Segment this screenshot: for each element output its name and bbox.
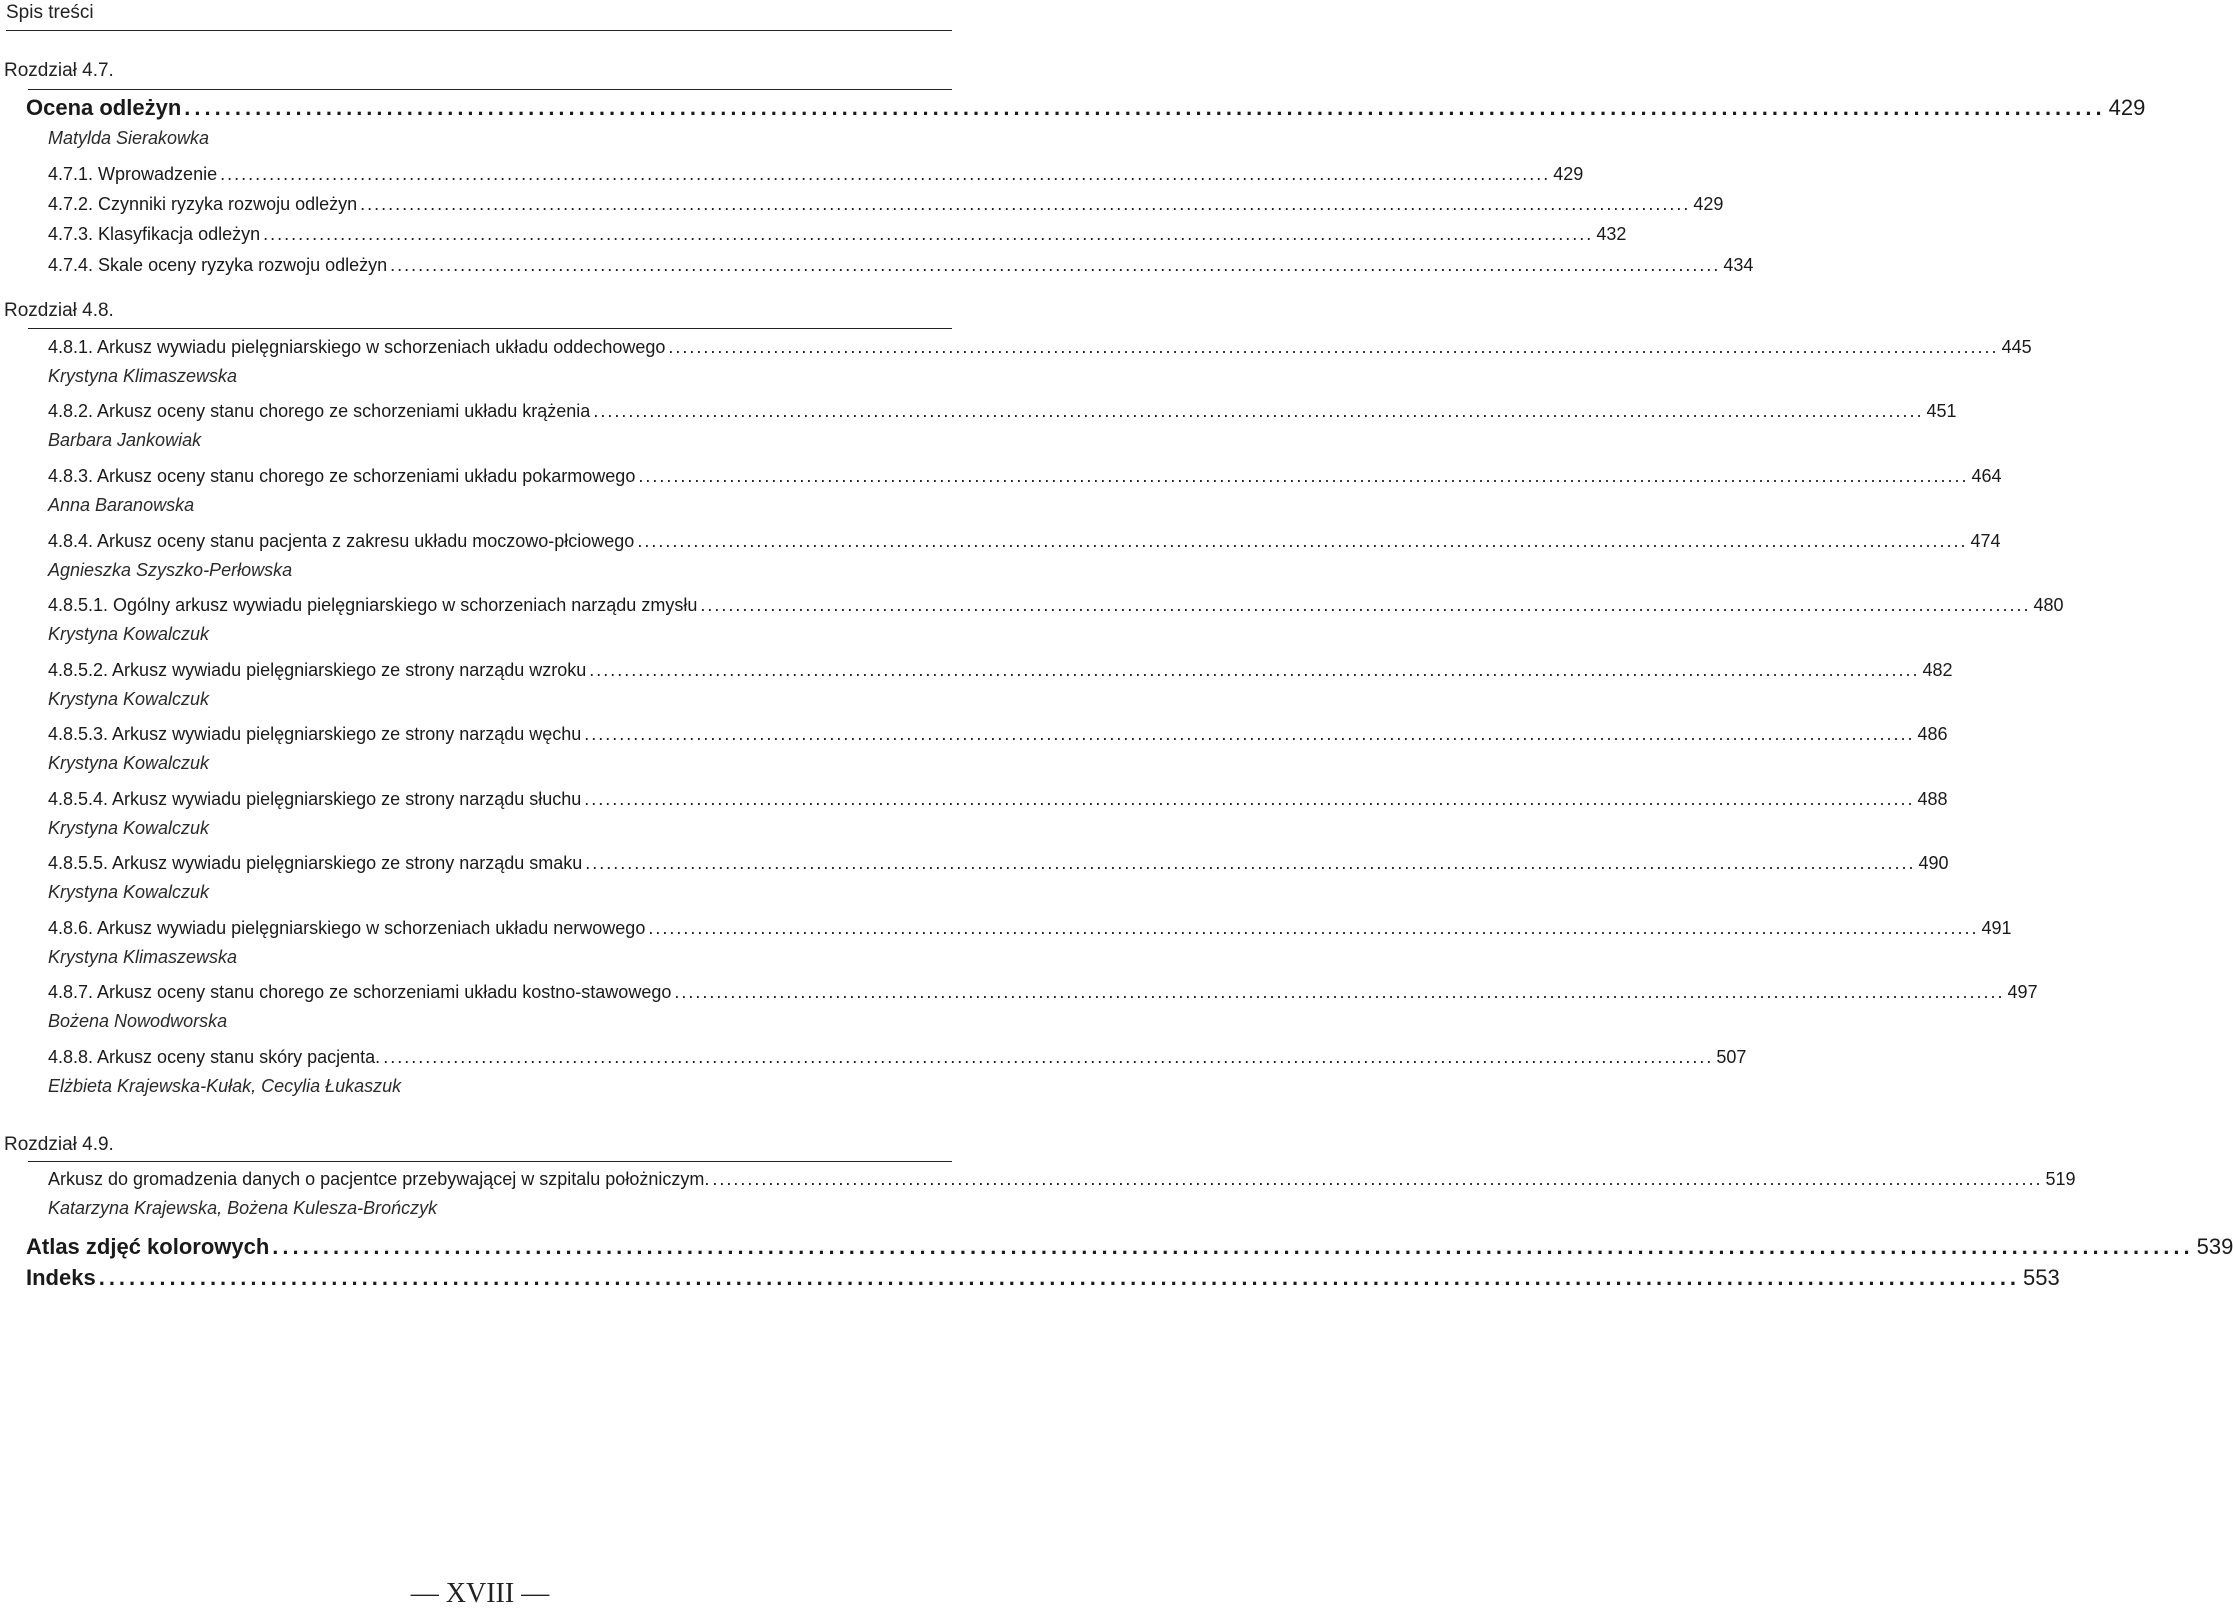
toc-entry-author: Elżbieta Krajewska-Kułak, Cecylia Łukaszuk [48,1076,402,1096]
chapter-rule [28,1161,952,1162]
page-header [6,0,952,31]
toc-entry-page: 488 [1917,789,1948,809]
toc-entry-page: 429 [1553,164,1584,184]
toc-entry-title: 4.8.7. Arkusz oceny stanu chorego ze schorzeniami układu kostno-stawowego [48,982,672,1002]
toc-entry[interactable] [48,224,1627,250]
dot-leader: .............................................................................................................................................................................................. [184,95,2106,120]
dot-leader: .............................................................................................................................................................................................. [712,1169,2043,1189]
toc-entry-page: 451 [1926,401,1957,421]
toc-entry-author: Krystyna Kowalczuk [48,624,210,644]
chapter-rule [28,89,952,90]
toc-entry[interactable] [48,255,1754,281]
toc-entry-page: 432 [1596,224,1627,244]
dot-leader: .............................................................................................................................................................................................. [263,224,1594,244]
toc-entry-author: Matylda Sierakowka [48,128,210,148]
dot-leader: .............................................................................................................................................................................................. [390,255,1721,275]
toc-entry[interactable] [48,1169,2076,1195]
toc-entry-title: Atlas zdjęć kolorowych [26,1234,270,1259]
toc-entry-title: Ocena odleżyn [26,95,182,120]
toc-entry-author: Krystyna Kowalczuk [48,882,210,902]
toc-entry[interactable] [48,1047,1747,1073]
dot-leader: .............................................................................................................................................................................................. [584,789,1915,809]
toc-entry[interactable] [48,401,1957,427]
dot-leader: .............................................................................................................................................................................................. [668,337,1999,357]
toc-entry-page: 429 [2108,95,2146,120]
dot-leader: .............................................................................................................................................................................................. [674,982,2005,1002]
dot-leader: .............................................................................................................................................................................................. [648,918,1979,938]
toc-entry[interactable] [48,595,2064,621]
dot-leader: .............................................................................................................................................................................................. [585,853,1916,873]
toc-entry-title: 4.8.2. Arkusz oceny stanu chorego ze schorzeniami układu krążenia [48,401,591,421]
toc-entry-page: 507 [1716,1047,1747,1067]
toc-entry-author: Krystyna Klimaszewska [48,366,238,386]
toc-entry-author: Krystyna Klimaszewska [48,947,238,967]
toc-entry-author: Katarzyna Krajewska, Bożena Kulesza-Brończyk [48,1198,438,1218]
toc-entry[interactable] [48,982,2038,1008]
toc-entry-page: 445 [2001,337,2032,357]
toc-entry-title: 4.8.6. Arkusz wywiadu pielęgniarskiego w schorzeniach układu nerwowego [48,918,646,938]
dot-leader: .............................................................................................................................................................................................. [638,466,1969,486]
toc-entry-author: Krystyna Kowalczuk [48,818,210,838]
toc-entry-ocena-odlezyn[interactable] [26,95,2146,125]
toc-entry-title: 4.8.5.3. Arkusz wywiadu pielęgniarskiego ze strony narządu węchu [48,724,582,744]
toc-entry-title: 4.7.4. Skale oceny ryzyka rozwoju odleżyn [48,255,388,275]
toc-entry-title: 4.8.3. Arkusz oceny stanu chorego ze schorzeniami układu pokarmowego [48,466,636,486]
toc-entry-page: 474 [1970,531,2001,551]
toc-entry[interactable] [48,789,1948,815]
dot-leader: .............................................................................................................................................................................................. [700,595,2031,615]
toc-entry-page: 490 [1918,853,1949,873]
toc-entry[interactable] [48,724,1948,750]
toc-entry[interactable] [48,337,2032,363]
dot-leader: .............................................................................................................................................................................................. [360,194,1691,214]
toc-entry-page: 434 [1723,255,1754,275]
header-title: Spis treści [6,2,94,23]
toc-entry-title: 4.8.1. Arkusz wywiadu pielęgniarskiego w schorzeniach układu oddechowego [48,337,666,357]
chapter-rule [28,328,952,329]
chapter-label-4-8: Rozdział 4.8. [4,300,114,321]
dot-leader: .............................................................................................................................................................................................. [383,1047,1714,1067]
dot-leader: .............................................................................................................................................................................................. [220,164,1551,184]
toc-entry-page: 519 [2045,1169,2076,1189]
dot-leader: .............................................................................................................................................................................................. [637,531,1968,551]
toc-entry-title: 4.8.5.5. Arkusz wywiadu pielęgniarskiego ze strony narządu smaku [48,853,583,873]
page-number: — XVIII — [410,1578,550,1609]
toc-entry-indeks[interactable] [26,1265,2060,1295]
dot-leader: .............................................................................................................................................................................................. [589,660,1920,680]
toc-entry[interactable] [48,853,1949,879]
toc-entry[interactable] [48,164,1584,190]
toc-entry-page: 539 [2196,1234,2233,1259]
toc-entry-author: Krystyna Kowalczuk [48,689,210,709]
toc-entry-page: 553 [2023,1265,2060,1290]
toc-entry-title: 4.7.3. Klasyfikacja odleżyn [48,224,261,244]
toc-entry-atlas[interactable] [26,1234,2233,1264]
dot-leader: .............................................................................................................................................................................................. [593,401,1924,421]
toc-entry-title: 4.8.5.2. Arkusz wywiadu pielęgniarskiego ze strony narządu wzroku [48,660,587,680]
toc-entry[interactable] [48,660,1953,686]
toc-entry-author: Barbara Jankowiak [48,430,202,450]
toc-entry-author: Krystyna Kowalczuk [48,753,210,773]
toc-entry-title: 4.8.5.4. Arkusz wywiadu pielęgniarskiego ze strony narządu słuchu [48,789,582,809]
toc-entry-page: 429 [1693,194,1724,214]
toc-entry-title: 4.8.8. Arkusz oceny stanu skóry pacjenta. [48,1047,381,1067]
toc-entry-page: 464 [1971,466,2002,486]
toc-entry-page: 491 [1981,918,2012,938]
chapter-label-4-9: Rozdział 4.9. [4,1134,114,1155]
toc-entry-title: Indeks [26,1265,96,1290]
toc-entry-title: 4.7.2. Czynniki ryzyka rozwoju odleżyn [48,194,358,214]
toc-entry-title: 4.8.4. Arkusz oceny stanu pacjenta z zakresu układu moczowo-płciowego [48,531,635,551]
toc-entry-page: 480 [2033,595,2064,615]
toc-entry-author: Agnieszka Szyszko-Perłowska [48,560,293,580]
toc-entry-author: Bożena Nowodworska [48,1011,228,1031]
dot-leader: .............................................................................................................................................................................................. [584,724,1915,744]
toc-entry-title: 4.7.1. Wprowadzenie [48,164,218,184]
dot-leader: .............................................................................................................................................................................................. [98,1265,2021,1290]
toc-entry-page: 486 [1917,724,1948,744]
toc-entry-page: 497 [2007,982,2038,1002]
toc-entry-title: Arkusz do gromadzenia danych o pacjentce przebywającej w szpitalu położniczym. [48,1169,710,1189]
toc-entry[interactable] [48,918,2012,944]
toc-entry[interactable] [48,466,2002,492]
toc-entry-title: 4.8.5.1. Ogólny arkusz wywiadu pielęgniarskiego w schorzeniach narządu zmysłu [48,595,698,615]
toc-entry-page: 482 [1922,660,1953,680]
toc-entry[interactable] [48,531,2001,557]
toc-entry-author: Anna Baranowska [48,495,195,515]
dot-leader: .............................................................................................................................................................................................. [272,1234,2194,1259]
toc-entry[interactable] [48,194,1724,220]
chapter-label-4-7: Rozdział 4.7. [4,60,114,81]
